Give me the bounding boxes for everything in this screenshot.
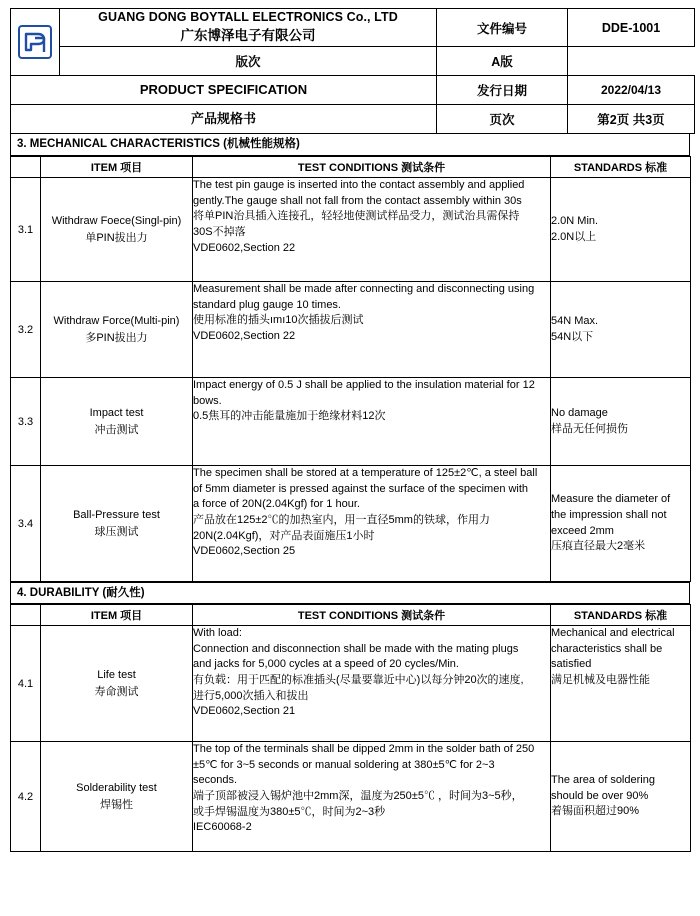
row-conditions: The top of the terminals shall be dipped 2mm in the solder bath of 250 ±5℃ for 3~5 seconds or manual soldering at 380±5℃ for 2~3 seconds. 端子顶部被浸入锡炉池中2mm深，温度为250±5℃ ，时间为3~5秒， 或手焊锡温度为380±5℃，时间为2~3秒 IEC60068-2 — [193, 742, 551, 852]
row-no: 3.1 — [11, 178, 41, 282]
row-standards: 2.0N Min. 2.0N以上 — [551, 178, 691, 282]
row-no: 3.4 — [11, 466, 41, 582]
section-title-mechanical: 3. MECHANICAL CHARACTERISTICS (机械性能规格) — [10, 134, 690, 156]
row-item-en: Withdraw Force(Multi-pin) — [53, 315, 180, 328]
row-standards: Measure the diameter of the impression shall not exceed 2mm 压痕直径最大2毫米 — [551, 466, 691, 582]
company-name-cn: 广东博泽电子有限公司 — [180, 27, 316, 43]
row-item — [41, 626, 193, 742]
col-head-item: ITEM 项目 — [41, 157, 193, 178]
field-value-3: 第2页 共3页 — [568, 105, 695, 134]
row-item — [41, 282, 193, 378]
row-conditions: Impact energy of 0.5 J shall be applied to the insulation material for 12 bows. 0.5焦耳的冲击能量施加于绝缘材料12次 — [193, 378, 551, 466]
table-row — [11, 742, 691, 852]
row-item-cn: 焊锡性 — [100, 798, 133, 811]
doc-title-en: PRODUCT SPECIFICATION — [139, 82, 308, 98]
row-item — [41, 466, 193, 582]
table-header-row — [11, 605, 691, 626]
boytall-logo-icon — [18, 25, 52, 59]
section-title-durability: 4. DURABILITY (耐久性) — [10, 582, 690, 604]
row-item-en: Withdraw Foece(Singl-pin) — [51, 215, 182, 228]
table-row — [11, 178, 691, 282]
row-item-en: Impact test — [89, 407, 144, 420]
doc-title-en-cell — [11, 76, 437, 105]
row-standards: Mechanical and electrical characteristics shall be satisfied 满足机械及电器性能 — [551, 626, 691, 742]
company-logo-cell — [11, 9, 60, 76]
row-no: 3.3 — [11, 378, 41, 466]
row-no: 4.1 — [11, 626, 41, 742]
field-label-0: 文件编号 — [437, 9, 568, 47]
field-value-2: 2022/04/13 — [568, 76, 695, 105]
row-no: 4.2 — [11, 742, 41, 852]
row-item-cn: 单PIN拔出力 — [85, 231, 148, 244]
row-conditions: The test pin gauge is inserted into the contact assembly and applied gently.The gauge shall not fall from the contact assembly within 30s 将单PIN治具插入连接孔，轻轻地使测试样品受力，测试治具需保持 30S不掉落 VDE0602,Section 22 — [193, 178, 551, 282]
field-value-1: A版 — [437, 47, 568, 76]
row-item-en: Solderability test — [76, 782, 157, 795]
row-item-cn: 冲击测试 — [94, 423, 139, 436]
row-item — [41, 378, 193, 466]
row-item-en: Life test — [97, 669, 136, 682]
row-conditions: With load: Connection and disconnection shall be made with the mating plugs and jacks for 5,000 cycles at a speed of 20 cycles/Min. 有负载：用于匹配的标准插头(尽量要靠近中心)以每分钟20次的速度, 进行5,000次插入和拔出 VDE0602,Section 21 — [193, 626, 551, 742]
row-item-cn: 球压测试 — [94, 525, 139, 538]
field-label-3: 页次 — [437, 105, 568, 134]
row-item — [41, 742, 193, 852]
row-conditions: Measurement shall be made after connecting and disconnecting using standard plug gauge 10 times. 使用标准的插头ımı10次插拔后测试 VDE0602,Section 22 — [193, 282, 551, 378]
document-header — [10, 8, 695, 134]
table-header-row — [11, 157, 691, 178]
col-head-standards: STANDARDS 标准 — [551, 605, 691, 626]
row-item — [41, 178, 193, 282]
row-item-en: Ball-Pressure test — [73, 509, 160, 522]
col-head-item: ITEM 项目 — [41, 605, 193, 626]
company-name-en: GUANG DONG BOYTALL ELECTRONICS Co., LTD — [98, 10, 398, 24]
table-row — [11, 282, 691, 378]
field-label-1: 版次 — [60, 47, 437, 76]
field-value-0: DDE-1001 — [568, 9, 695, 47]
table-durability — [10, 604, 691, 852]
doc-title-cn: 产品规格书 — [190, 111, 256, 127]
table-row — [11, 378, 691, 466]
table-mechanical — [10, 156, 691, 582]
doc-title-cn-cell — [11, 105, 437, 134]
table-row — [11, 466, 691, 582]
row-standards: 54N Max. 54N以下 — [551, 282, 691, 378]
col-head-conditions: TEST CONDITIONS 测试条件 — [193, 605, 551, 626]
row-item-cn: 多PIN拔出力 — [85, 331, 148, 344]
field-label-2: 发行日期 — [437, 76, 568, 105]
row-no: 3.2 — [11, 282, 41, 378]
col-head-standards: STANDARDS 标准 — [551, 157, 691, 178]
col-head-no — [11, 605, 41, 626]
col-head-no — [11, 157, 41, 178]
row-standards: No damage 样品无任何损伤 — [551, 378, 691, 466]
row-standards: The area of soldering should be over 90% 着锡面积超过90% — [551, 742, 691, 852]
company-name-cell — [60, 9, 437, 47]
col-head-conditions: TEST CONDITIONS 测试条件 — [193, 157, 551, 178]
table-row — [11, 626, 691, 742]
row-item-cn: 寿命测试 — [94, 685, 139, 698]
row-conditions: The specimen shall be stored at a temperature of 125±2℃, a steel ball of 5mm diameter is pressed against the surface of the specimen with a force of 20N(2.04Kgf) for 1 hour. 产品放在125±2℃的加热室内，用一直径5mm的铁球，作用力 20N(2.04Kgf)，对产品表面施压1小时 VDE0602,Section 25 — [193, 466, 551, 582]
